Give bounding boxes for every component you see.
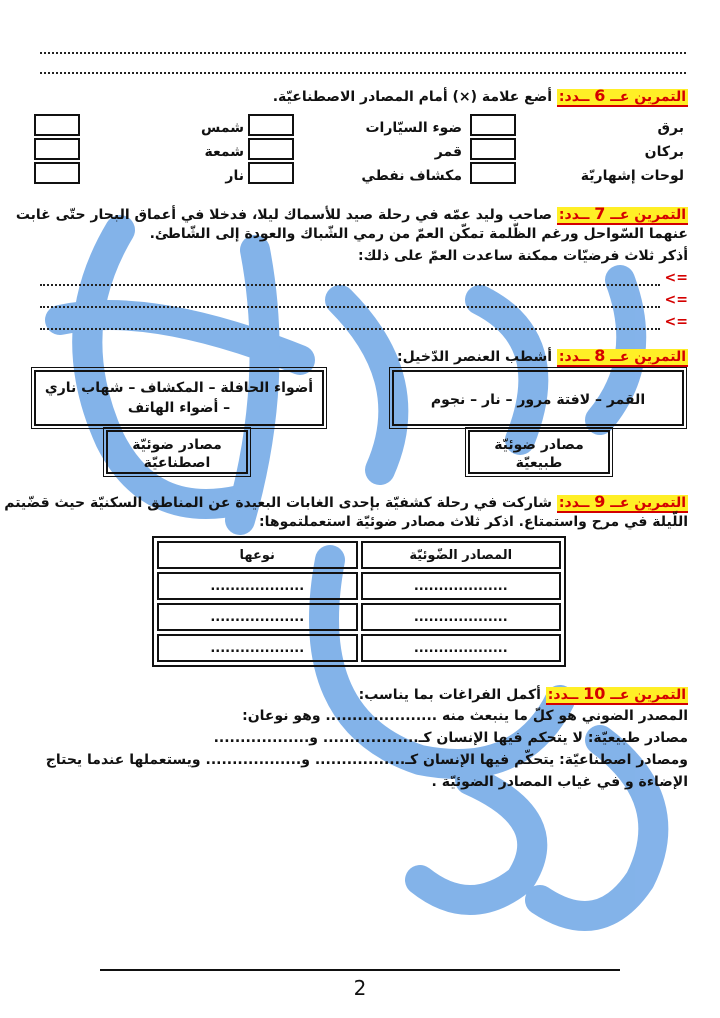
exercise-9-text-line-1: شاركت في رحلة كشفيّة بإحدى الغابات البعيدة عن المناطق السكنيّة حيث قضّيتم <box>4 495 553 511</box>
exercise-6-instruction: أضع علامة (×) أمام المصادر الاصطناعيّة. <box>272 89 553 105</box>
item-label: قمر <box>434 144 462 160</box>
item-label: نار <box>225 168 244 184</box>
exercise-9-text-line-2: اللّيلة في مرح واستمتاع. اذكر ثلاث مصادر ضوئيّة استعملتموها: <box>259 514 688 530</box>
table-cell-source[interactable]: ................... <box>361 634 562 662</box>
dotted-answer-line <box>40 52 686 54</box>
exercise-7-text-line-1: صاحب وليد عمّه في رحلة صيد للأسماك ليلا، فدخلا في أعماق البحار حتّى غابت <box>15 207 553 223</box>
checkbox-cell[interactable] <box>248 138 294 160</box>
item-label: شمعة <box>204 144 244 160</box>
exercise-8-header <box>397 346 688 365</box>
exercise-10-line-1[interactable]: المصدر الضوني هو كلّ ما ينبعث منه ..................... وهو نوعان: <box>242 708 688 724</box>
exercise-8-title: التمرين عــ 8 ــدد: <box>558 346 686 365</box>
exercise-7-text-line-3: أذكر ثلاث فرضيّات ممكنة ساعدت العمّ على ذلك: <box>358 248 688 264</box>
exercise-6-header <box>273 86 688 105</box>
table-header-source: المصادر الضّوئيّة <box>361 541 562 569</box>
dotted-answer-line[interactable] <box>40 284 660 286</box>
checkbox-cell[interactable] <box>34 114 80 136</box>
item-label: ضوء السيّارات <box>365 120 462 136</box>
checkbox-cell[interactable] <box>34 162 80 184</box>
exercise-10-line-2[interactable]: مصادر طبيعيّة: لا يتحكم فيها الإنسان كـ.................. و.................. <box>213 730 688 746</box>
light-sources-table <box>152 536 566 667</box>
exercise-10-header <box>359 684 688 703</box>
artificial-label-line-2: اصطناعيّة <box>143 455 211 471</box>
exercise-9-title: التمرين عــ 9 ــدد: <box>558 492 686 511</box>
exercise-7-title: التمرين عــ 7 ــدد: <box>558 204 686 223</box>
table-cell-type[interactable]: ................... <box>157 572 358 600</box>
table-row <box>157 572 561 600</box>
dotted-answer-line[interactable] <box>40 328 660 330</box>
checkbox-cell[interactable] <box>470 114 516 136</box>
answer-arrow: <= <box>664 314 688 330</box>
artificial-box-line-1: أضواء الحافلة – المكشاف – شهاب ناري <box>44 380 314 396</box>
exercise-10-title: التمرين عــ 10 ــدد: <box>547 684 686 703</box>
natural-label-line-1: مصادر ضوئيّة <box>494 437 584 453</box>
artificial-label-box <box>106 430 248 474</box>
item-label: برق <box>657 120 684 136</box>
table-cell-source[interactable]: ................... <box>361 603 562 631</box>
checkbox-cell[interactable] <box>34 138 80 160</box>
exercise-7-text-line-2: عنهما السّواحل ورغم الظّلمة تمكّن العمّ من رمي الشّباك والعودة إلى الشّاطئ. <box>149 226 688 242</box>
table-row <box>157 634 561 662</box>
checkbox-cell[interactable] <box>470 138 516 160</box>
table-cell-source[interactable]: ................... <box>361 572 562 600</box>
checkbox-cell[interactable] <box>470 162 516 184</box>
exercise-8-instruction: أشطب العنصر الدّخيل: <box>397 349 553 365</box>
item-label: لوحات إشهاريّة <box>580 168 684 184</box>
page-number: 2 <box>353 976 367 1000</box>
table-cell-type[interactable]: ................... <box>157 634 358 662</box>
exercise-10-line-3[interactable]: ومصادر اصطناعيّة: يتحكّم فيها الإنسان كـ................. و.................. ويستعملها عندما يحتاج <box>45 752 688 768</box>
exercise-7-header <box>16 204 688 223</box>
dotted-answer-line <box>40 72 686 74</box>
natural-label-line-2: طبيعيّة <box>515 455 563 471</box>
artificial-box-line-2: – أضواء الهاتف <box>127 400 231 416</box>
table-cell-type[interactable]: ................... <box>157 603 358 631</box>
answer-arrow: <= <box>664 292 688 308</box>
footer-divider <box>100 969 620 971</box>
table-row <box>157 603 561 631</box>
checkbox-cell[interactable] <box>248 162 294 184</box>
exercise-10-line-4: الإضاءة و في غياب المصادر الضوئيّة . <box>431 774 688 790</box>
item-label: شمس <box>201 120 244 136</box>
natural-sources-box[interactable]: القمر – لافتة مرور – نار – نجوم <box>392 370 684 426</box>
artificial-sources-box[interactable] <box>34 370 324 426</box>
exercise-6-title: التمرين عــ 6 ــدد: <box>558 86 686 105</box>
dotted-answer-line[interactable] <box>40 306 660 308</box>
item-label: بركان <box>644 144 684 160</box>
item-label: مكشاف نفطي <box>361 168 462 184</box>
answer-arrow: <= <box>664 270 688 286</box>
artificial-label-line-1: مصادر ضوئيّة <box>132 437 222 453</box>
natural-label-box <box>468 430 610 474</box>
checkbox-cell[interactable] <box>248 114 294 136</box>
exercise-10-instruction: أكمل الفراغات بما يناسب: <box>358 687 541 703</box>
table-header-type: نوعها <box>157 541 358 569</box>
exercise-9-header <box>4 492 688 511</box>
